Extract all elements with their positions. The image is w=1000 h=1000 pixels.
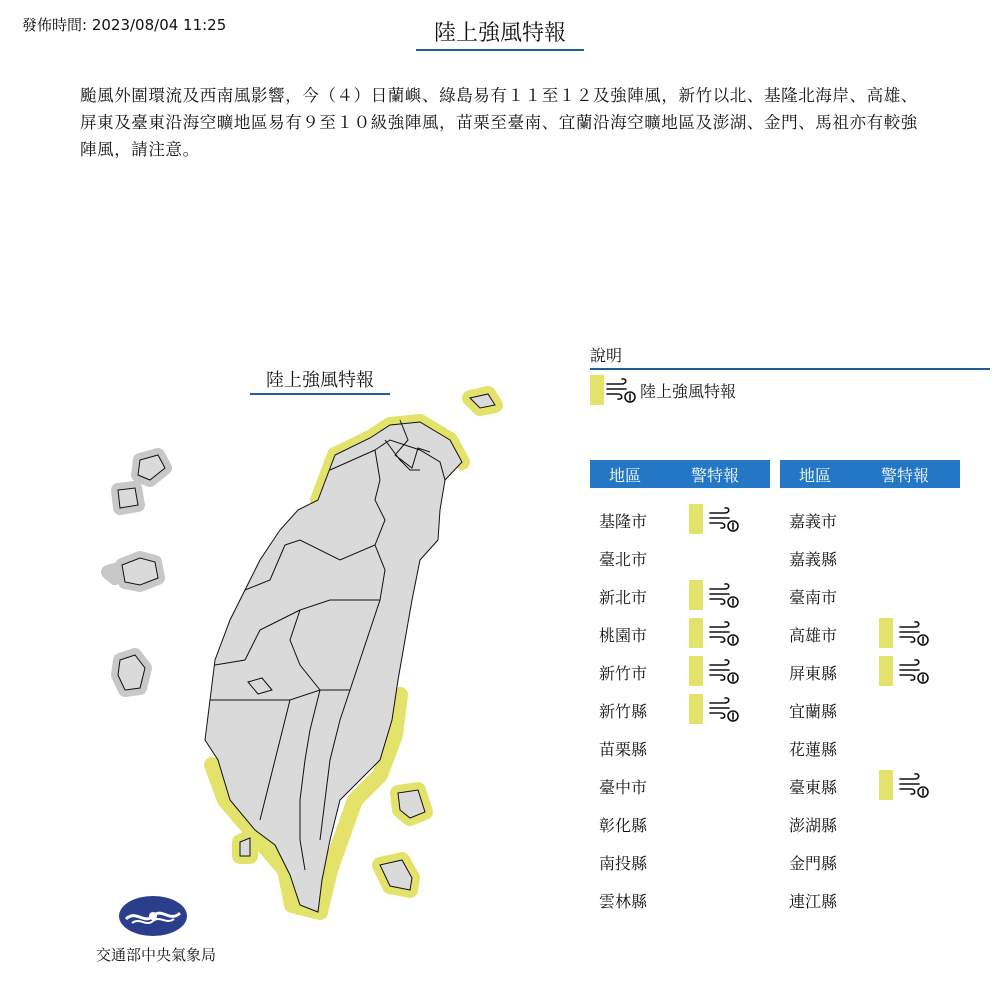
region-name: 金門縣 (789, 854, 838, 873)
strong-wind-icon (707, 505, 739, 533)
warning-indicator (689, 656, 739, 686)
legend-label: 陸上強風特報 (640, 381, 737, 401)
legend-title: 說明 (590, 343, 990, 370)
region-name: 屏東縣 (789, 664, 838, 683)
strong-wind-icon (707, 581, 739, 609)
warning-color-swatch (689, 618, 703, 648)
region-name: 宜蘭縣 (789, 702, 838, 721)
col-warning: 警特報 (880, 465, 929, 485)
issue-time: 發佈時間: 2023/08/04 11:25 (22, 16, 227, 34)
table-header-right (780, 460, 960, 488)
strong-wind-icon (604, 376, 636, 404)
region-name: 新竹縣 (599, 702, 648, 721)
strong-wind-icon (897, 619, 929, 647)
table-header-left (590, 460, 770, 488)
strong-wind-icon (897, 657, 929, 685)
region-name: 連江縣 (789, 892, 838, 911)
strong-wind-icon (897, 771, 929, 799)
strong-wind-icon (707, 695, 739, 723)
warning-color-swatch (879, 618, 893, 648)
warning-color-swatch (689, 694, 703, 724)
warning-summary: 颱風外圍環流及西南風影響，今（４）日蘭嶼、綠島易有１１至１２及強陣風，新竹以北、基隆北海岸、高雄、屏東及臺東沿海空曠地區易有９至１０級強陣風，苗栗至臺南、宜蘭沿海空曠地區及澎湖、金門、馬祖亦有較強陣風，請注意。 (80, 86, 918, 159)
region-name: 嘉義縣 (789, 550, 838, 569)
warning-color-swatch (689, 504, 703, 534)
warning-indicator (689, 504, 739, 534)
region-name: 南投縣 (599, 854, 648, 873)
agency-name: 交通部中央氣象局 (95, 946, 216, 964)
warning-color-swatch (689, 656, 703, 686)
region-name: 臺南市 (789, 588, 838, 607)
region-name: 花蓮縣 (789, 740, 838, 759)
map-title: 陸上強風特報 (250, 366, 390, 395)
col-warning: 警特報 (690, 465, 739, 485)
region-name: 彰化縣 (599, 816, 648, 835)
region-name: 澎湖縣 (789, 816, 838, 835)
region-name: 臺東縣 (789, 778, 838, 797)
strong-wind-icon (707, 657, 739, 685)
warning-indicator (879, 618, 929, 648)
col-region: 地區 (608, 465, 641, 485)
col-region: 地區 (798, 465, 831, 485)
region-name: 基隆市 (599, 512, 648, 531)
legend-item (590, 375, 736, 405)
warning-indicator (879, 770, 929, 800)
region-name: 臺北市 (599, 550, 648, 569)
cwb-logo (118, 895, 188, 937)
warning-color-swatch (590, 375, 604, 405)
strong-wind-icon (707, 619, 739, 647)
warning-indicator (689, 694, 739, 724)
warning-indicator (689, 618, 739, 648)
region-name: 桃園市 (599, 626, 648, 645)
region-name: 雲林縣 (599, 892, 648, 911)
warning-color-swatch (879, 770, 893, 800)
warning-color-swatch (689, 580, 703, 610)
warning-color-swatch (879, 656, 893, 686)
warning-indicator (689, 580, 739, 610)
region-name: 新北市 (599, 588, 648, 607)
region-name: 嘉義市 (789, 512, 838, 531)
region-name: 高雄市 (789, 626, 838, 645)
page-title: 陸上強風特報 (416, 16, 584, 51)
region-name: 苗栗縣 (599, 740, 648, 759)
taiwan-map (0, 380, 560, 940)
region-name: 新竹市 (599, 664, 648, 683)
region-name: 臺中市 (599, 778, 648, 797)
warning-indicator (879, 656, 929, 686)
